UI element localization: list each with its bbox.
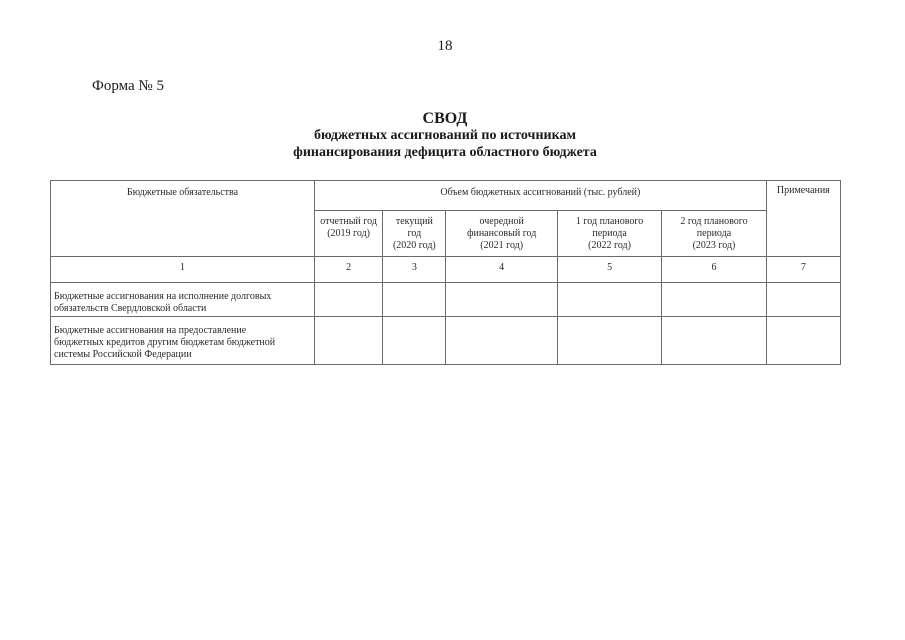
table-row — [51, 317, 841, 365]
value-cell — [766, 283, 840, 317]
value-cell — [557, 283, 661, 317]
table-row — [51, 283, 841, 317]
value-cell — [383, 283, 446, 317]
row-label-debt-obligations — [51, 283, 315, 317]
period-text: очередной — [479, 216, 524, 227]
column-number: 2 — [314, 257, 382, 283]
column-number: 4 — [446, 257, 557, 283]
table-header-row — [51, 181, 841, 211]
period-text: (2021 год) — [480, 240, 524, 251]
header-period-2022 — [557, 211, 661, 257]
period-text: 1 год планового — [575, 216, 644, 227]
column-number-row — [51, 257, 841, 283]
value-cell — [662, 283, 766, 317]
value-cell — [314, 283, 382, 317]
period-text: периода — [592, 228, 627, 239]
period-text: периода — [696, 228, 732, 239]
row-label-budget-credits — [51, 317, 315, 365]
value-cell — [766, 317, 840, 365]
header-obligations: Бюджетные обязательства — [51, 181, 315, 257]
title-line-3: финансирования дефицита областного бюджета — [293, 145, 597, 160]
budget-allocations-table — [50, 180, 841, 365]
row-label-line: системы Российской Федерации — [54, 349, 192, 360]
column-number: 5 — [557, 257, 661, 283]
header-volume: Объем бюджетных ассигнований (тыс. рублей) — [314, 181, 766, 211]
period-text: 2 год планового — [680, 216, 748, 227]
document-title — [0, 110, 890, 161]
row-label-line: Бюджетные ассигнования на исполнение долговых — [54, 291, 272, 302]
column-number: 3 — [383, 257, 446, 283]
period-text: текущий — [395, 216, 433, 227]
column-number: 6 — [662, 257, 766, 283]
header-period-2020 — [383, 211, 446, 257]
header-notes: Примечания — [766, 181, 840, 257]
value-cell — [662, 317, 766, 365]
form-label: Форма № 5 — [92, 78, 164, 94]
header-period-2021 — [446, 211, 557, 257]
header-period-2019 — [314, 211, 382, 257]
title-line-1: СВОД — [422, 110, 468, 127]
period-text: отчетный год — [320, 216, 377, 227]
title-line-2: бюджетных ассигнований по источникам — [314, 128, 576, 143]
period-text: (2023 год) — [692, 240, 736, 251]
page-number: 18 — [437, 38, 453, 54]
period-text: финансовый год — [466, 228, 537, 239]
column-number: 7 — [766, 257, 840, 283]
value-cell — [557, 317, 661, 365]
row-label-line: обязательств Свердловской области — [54, 303, 207, 314]
period-text: (2022 год) — [588, 240, 631, 251]
header-period-2023 — [662, 211, 766, 257]
value-cell — [446, 283, 557, 317]
value-cell — [314, 317, 382, 365]
period-text: (2019 год) — [327, 228, 371, 239]
value-cell — [446, 317, 557, 365]
column-number: 1 — [51, 257, 315, 283]
value-cell — [383, 317, 446, 365]
row-label-line: бюджетных кредитов другим бюджетам бюджетной — [54, 337, 276, 348]
period-text: (2020 год) — [392, 240, 436, 251]
period-text: год — [407, 228, 422, 239]
row-label-line: Бюджетные ассигнования на предоставление — [54, 325, 247, 336]
